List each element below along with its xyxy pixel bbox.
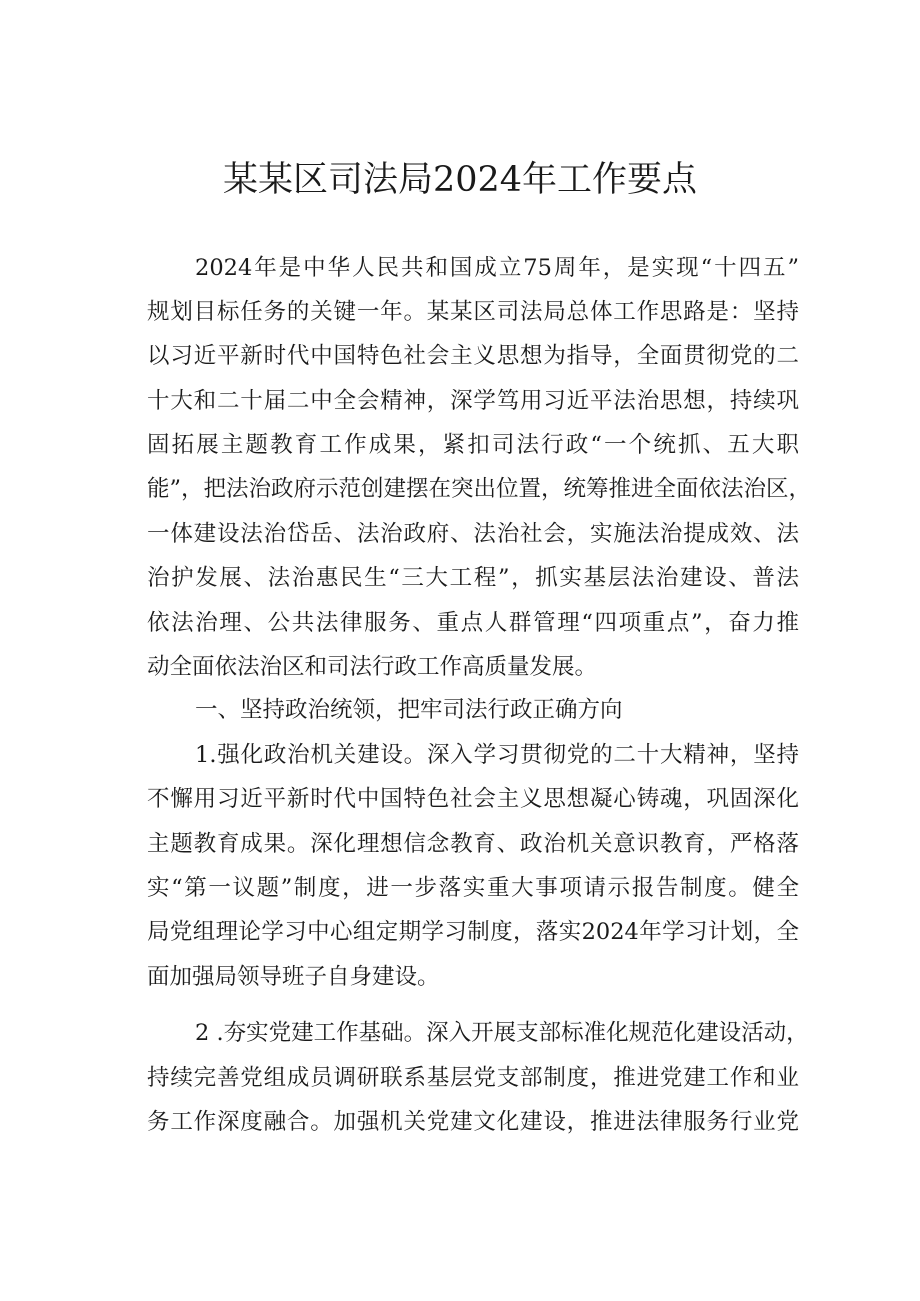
paragraph-line: 面加强局领导班子自身建设。 bbox=[147, 964, 440, 990]
paragraph-line: 规划目标任务的关键一年。某某区司法局总体工作思路是：坚持 bbox=[147, 299, 799, 325]
section-heading: 一、坚持政治统领，把牢司法行政正确方向 bbox=[195, 697, 623, 723]
paragraph-line: 局党组理论学习中心组定期学习制度，落实2024年学习计划，全 bbox=[147, 919, 799, 945]
paragraph-line: 依法治理、公共法律服务、重点人群管理“四项重点”，奋力推 bbox=[147, 610, 799, 636]
paragraph-line: 2 .夯实党建工作基础。深入开展支部标准化规范化建设活动， bbox=[195, 1020, 809, 1046]
paragraph-line: 1.强化政治机关建设。深入学习贯彻党的二十大精神，坚持 bbox=[195, 742, 799, 768]
paragraph-line: 固拓展主题教育工作成果，紧扣司法行政“一个统抓、五大职 bbox=[147, 432, 799, 458]
paragraph-line: 能”，把法治政府示范创建摆在突出位置，统筹推进全面依法治区， bbox=[147, 476, 812, 502]
paragraph-line: 2024年是中华人民共和国成立75周年，是实现“十四五” bbox=[195, 255, 799, 281]
paragraph-line: 实“第一议题”制度，进一步落实重大事项请示报告制度。健全 bbox=[147, 875, 799, 901]
paragraph-line: 一体建设法治岱岳、法治政府、法治社会，实施法治提成效、法 bbox=[147, 521, 799, 547]
paragraph-line: 务工作深度融合。加强机关党建文化建设，推进法律服务行业党 bbox=[147, 1109, 799, 1135]
document-title: 某某区司法局2024年工作要点 bbox=[222, 160, 698, 200]
paragraph-line: 不懈用习近平新时代中国特色社会主义思想凝心铸魂，巩固深化 bbox=[147, 786, 799, 812]
paragraph-line: 以习近平新时代中国特色社会主义思想为指导，全面贯彻党的二 bbox=[147, 343, 799, 369]
paragraph-line: 主题教育成果。深化理想信念教育、政治机关意识教育，严格落 bbox=[147, 831, 799, 857]
paragraph-line: 持续完善党组成员调研联系基层党支部制度，推进党建工作和业 bbox=[147, 1065, 799, 1091]
paragraph-line: 十大和二十届二中全会精神，深学笃用习近平法治思想，持续巩 bbox=[147, 388, 799, 414]
paragraph-line: 治护发展、法治惠民生“三大工程”，抓实基层法治建设、普法 bbox=[147, 565, 799, 591]
paragraph-line: 动全面依法治区和司法行政工作高质量发展。 bbox=[147, 654, 598, 680]
